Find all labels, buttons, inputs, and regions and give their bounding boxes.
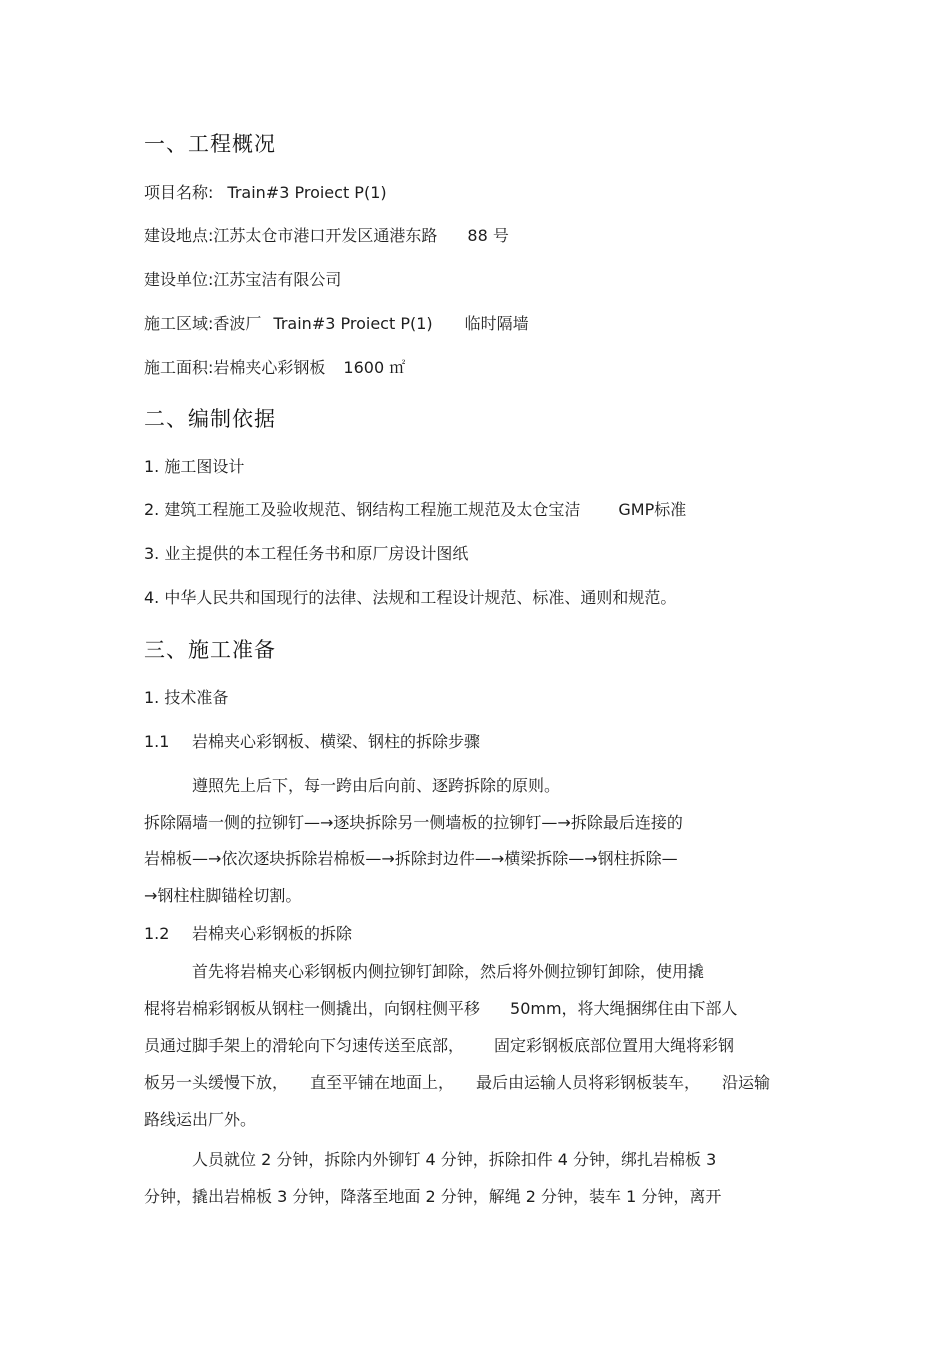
location-value: 江苏太仓市港口开发区通港东路 [213,226,438,245]
para-1-2-line-3: 员通过脚手架上的滑轮向下匀速传送至底部， 固定彩钢板底部位置用大绳将彩钢 [144,1036,735,1055]
para-1-1-line-1: 遵照先上后下，每一跨由后向前、逐跨拆除的原则。 [192,776,561,795]
section-title-basis: 二、编制依据 [144,407,276,431]
time-line-2: 分钟，撬出岩棉板 3 分钟，降落至地面 2 分钟，解绳 2 分钟，装车 1 分钟，离开 [144,1187,722,1206]
project-name-label: 项目名称: [144,183,214,202]
para-1-2-line-2: 棍将岩棉彩钢板从钢柱一侧撬出，向钢柱侧平移 50mm，将大绳捆绑住由下部人 [144,999,738,1018]
para-1-1-line-2: 拆除隔墙一侧的拉铆钉—→逐块拆除另一侧墙板的拉铆钉—→拆除最后连接的 [144,813,683,832]
para-1-1-line-3: 岩棉板—→依次逐块拆除岩棉板—→拆除封边件—→横梁拆除—→钢柱拆除— [144,849,678,868]
tech-prep-title: 1. 技术准备 [144,688,229,707]
size-value-material: 岩棉夹心彩钢板 [213,358,326,377]
para-1-2-line-5: 路线运出厂外。 [144,1110,257,1129]
basis-item-4: 4. 中华人民共和国现行的法律、法规和工程设计规范、标准、通则和规范。 [144,588,677,607]
unit-label: 建设单位: [144,270,214,289]
basis-item-2: 2. 建筑工程施工及验收规范、钢结构工程施工规范及太仓宝洁 GMP标准 [144,500,687,519]
unit-row [144,270,341,290]
section-title-prep: 三、施工准备 [144,638,276,662]
basis-item-3: 3. 业主提供的本工程任务书和原厂房设计图纸 [144,544,469,563]
subsection-1-2-title: 1.2 岩棉夹心彩钢板的拆除 [144,924,353,943]
area-label: 施工区域: [144,314,214,333]
area-row [144,314,529,334]
project-name-row [144,183,387,203]
area-value-project: Train#3 Proiect P(1) [273,314,433,333]
size-label: 施工面积: [144,358,214,377]
location-number: 88 号 [467,226,509,245]
basis-item-1: 1. 施工图设计 [144,457,245,476]
size-value-area: 1600 ㎡ [343,358,406,377]
unit-value: 江苏宝洁有限公司 [213,270,342,289]
subsection-1-1-title: 1.1 岩棉夹心彩钢板、横梁、钢柱的拆除步骤 [144,732,481,751]
location-row [144,226,509,246]
project-name-value: Train#3 Proiect P(1) [227,183,387,202]
time-line-1: 人员就位 2 分钟，拆除内外铆钉 4 分钟，拆除扣件 4 分钟，绑扎岩棉板 3 [192,1150,717,1169]
section-title-overview: 一、工程概况 [144,132,276,156]
location-label: 建设地点: [144,226,214,245]
area-value-factory: 香波厂 [213,314,262,333]
size-row [144,358,405,378]
para-1-2-line-1: 首先将岩棉夹心彩钢板内侧拉铆钉卸除，然后将外侧拉铆钉卸除，使用撬 [192,962,705,981]
para-1-2-line-4: 板另一头缓慢下放， 直至平铺在地面上， 最后由运输人员将彩钢板装车， 沿运输 [144,1073,771,1092]
para-1-1-line-4: →钢柱柱脚锚栓切割。 [144,886,302,905]
area-value-wall: 临时隔墙 [464,314,529,333]
